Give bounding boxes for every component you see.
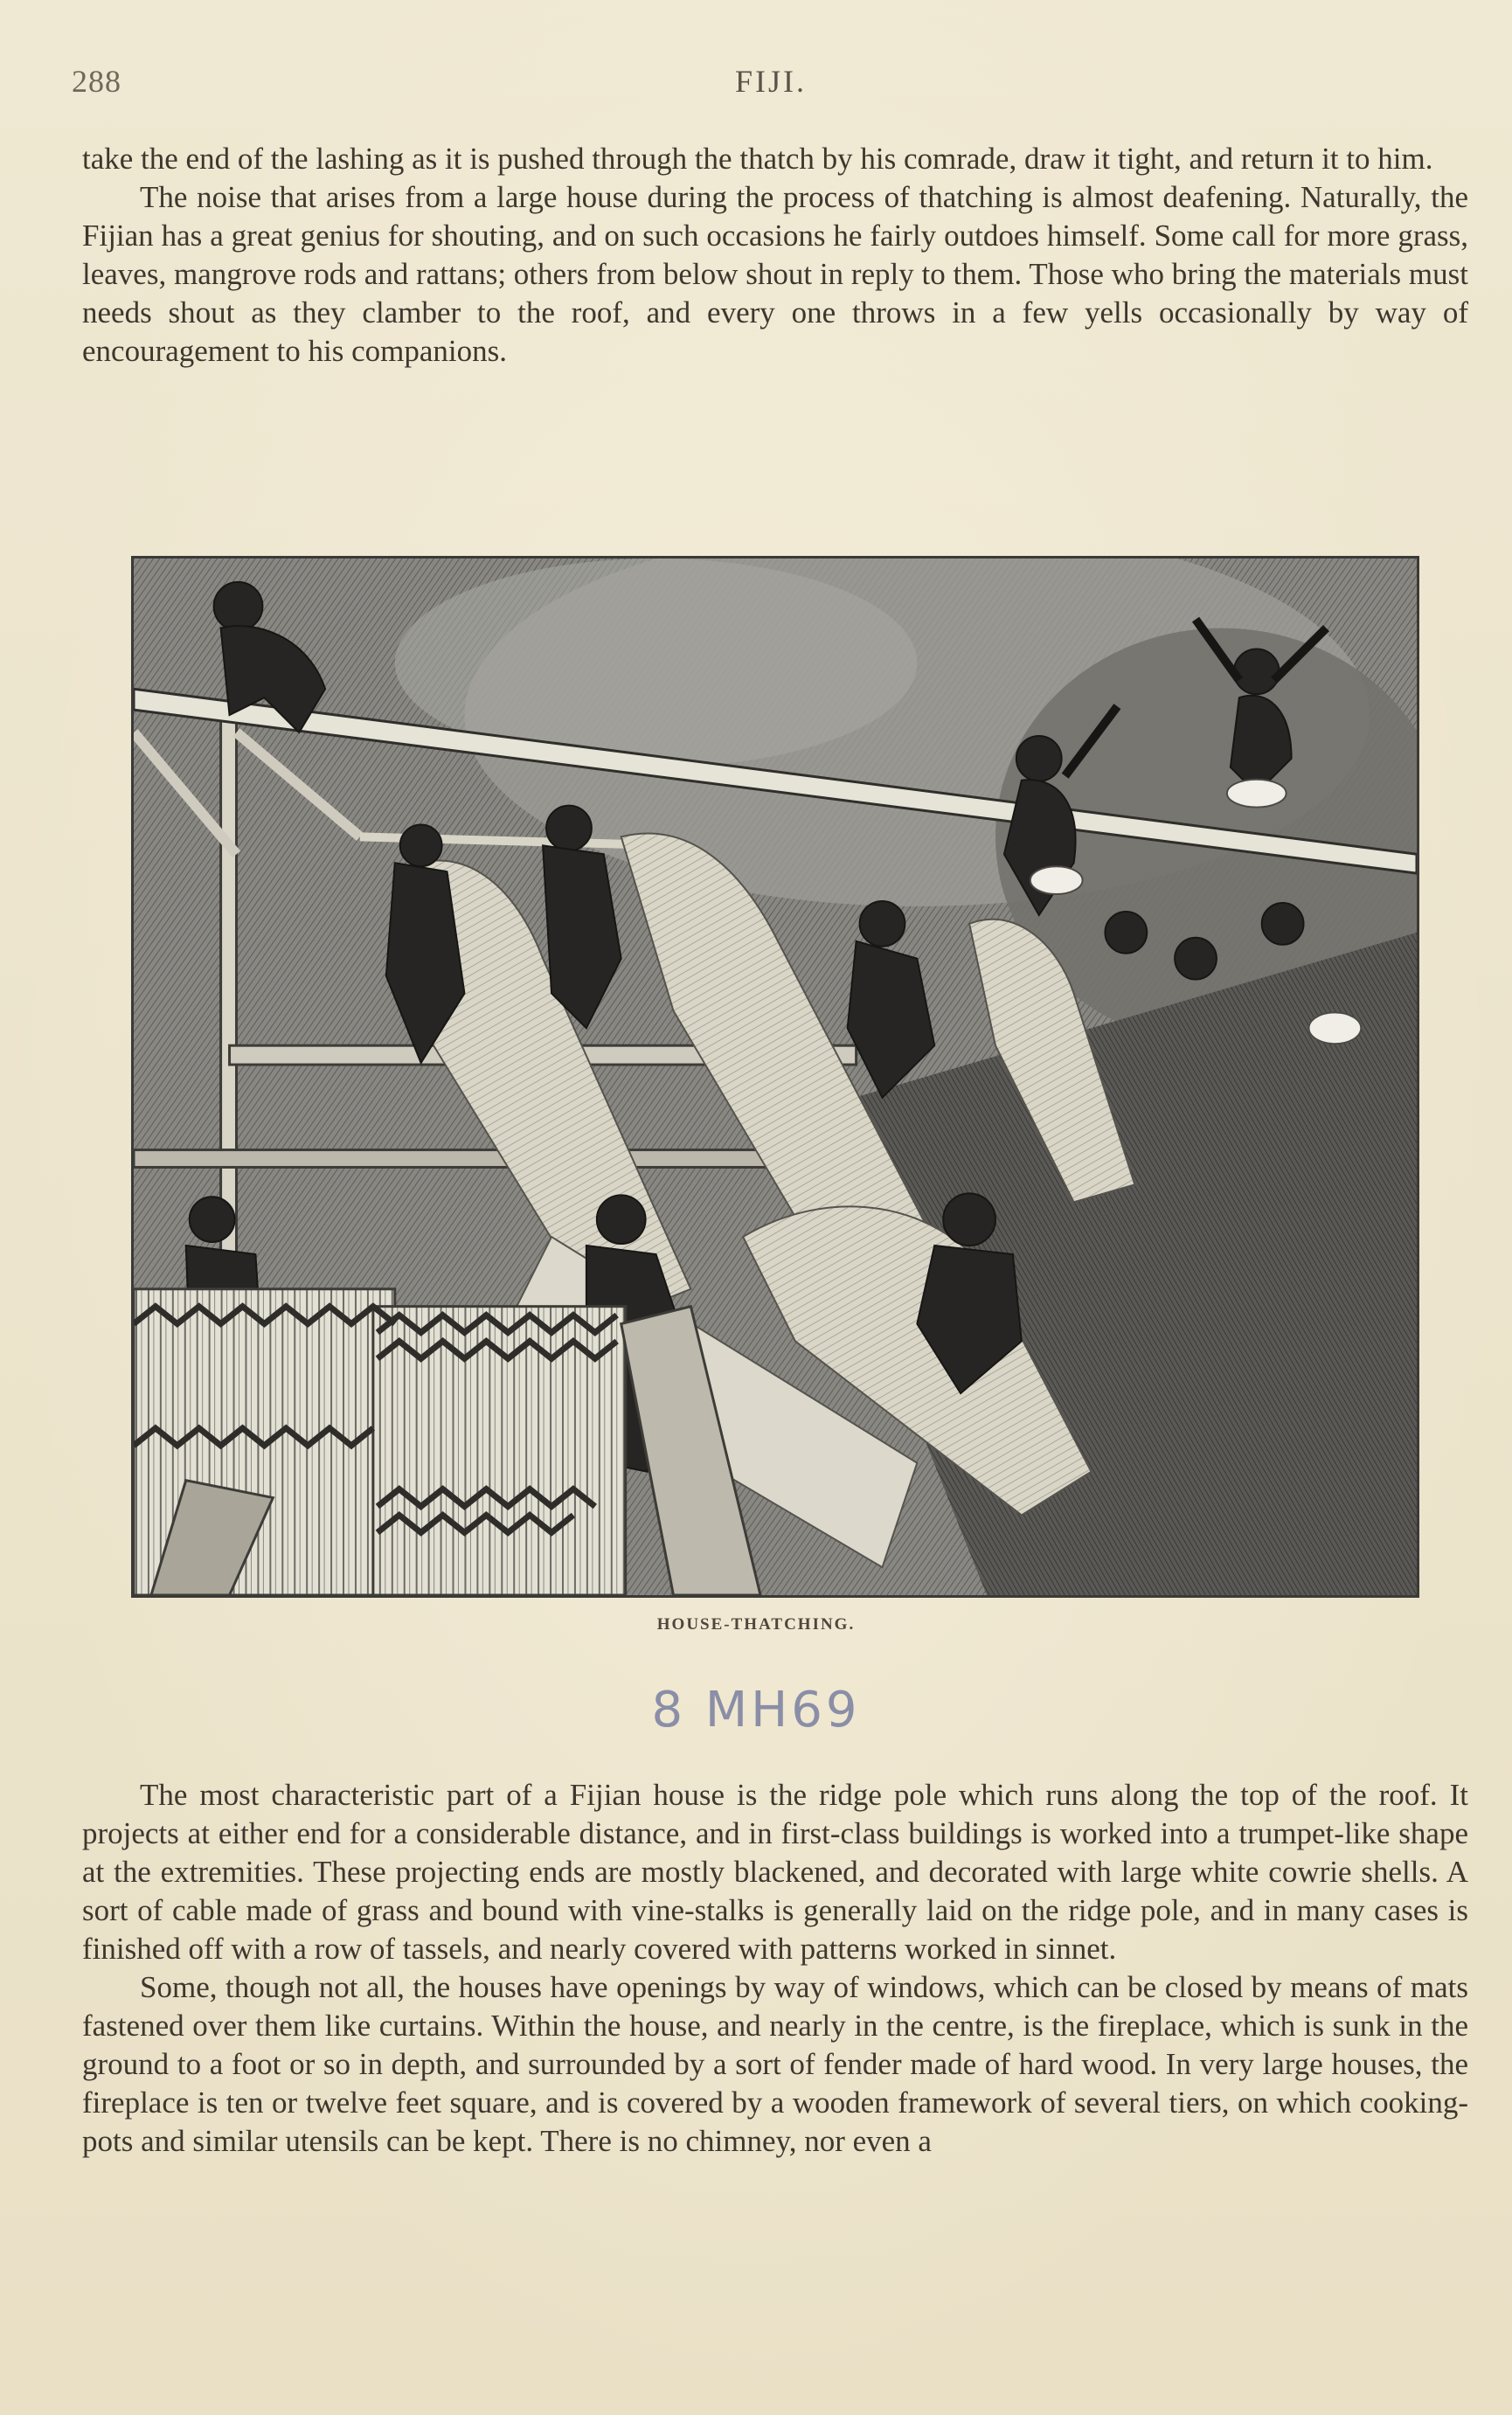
- bottom-text-block: [82, 1776, 1468, 2161]
- figure-caption: HOUSE-THATCHING.: [656, 1615, 856, 1634]
- paragraph-thatching-noise: The noise that arises from a large house during the process of thatching is almost deafening. Naturally, the Fijian has a great genius for shouting, and on such occasions he fairly outdoes himself. Some call for more grass, leaves, mangrove rods and rattans; others from below shout in reply to them. Those who bring the materials must needs shout as they clamber to the roof, and every one throws in a few yells occasionally by way of encouragement to his companions.: [82, 180, 1468, 368]
- illustration-house-thatching: [131, 556, 1419, 1598]
- engraving-image: [134, 559, 1417, 1595]
- top-text-block: [82, 140, 1468, 371]
- paragraph-ridge-pole: The most characteristic part of a Fijian house is the ridge pole which runs along the top of the roof. It projects at either end for a considerable distance, and in first-class buildings is worked into a trumpet-like shape at the extremities. These projecting ends are mostly blackened, and decorated with large white cowrie shells. A sort of cable made of grass and bound with vine-stalks is generally laid on the ridge pole, and in many cases is finished off with a row of tassels, and nearly covered with patterns worked in sinnet.: [82, 1778, 1468, 1966]
- library-stamp: 8 MH69: [651, 1682, 861, 1738]
- page-header: [72, 63, 1470, 107]
- paragraph-continuation: take the end of the lashing as it is pushed through the thatch by his comrade, draw it tight, and return it to him.: [82, 142, 1433, 176]
- running-title: FIJI.: [734, 64, 807, 99]
- paragraph-windows-fireplace: Some, though not all, the houses have openings by way of windows, which can be closed by means of mats fastened over them like curtains. Within the house, and nearly in the centre, is the fireplace, which is sunk in the ground to a foot or so in depth, and surrounded by a sort of fender made of hard wood. In very large houses, the fireplace is ten or twelve feet square, and is covered by a wooden framework of several tiers, on which cooking-pots and similar utensils can be kept. There is no chimney, nor even a: [82, 1970, 1468, 2158]
- page-number: 288: [72, 64, 121, 99]
